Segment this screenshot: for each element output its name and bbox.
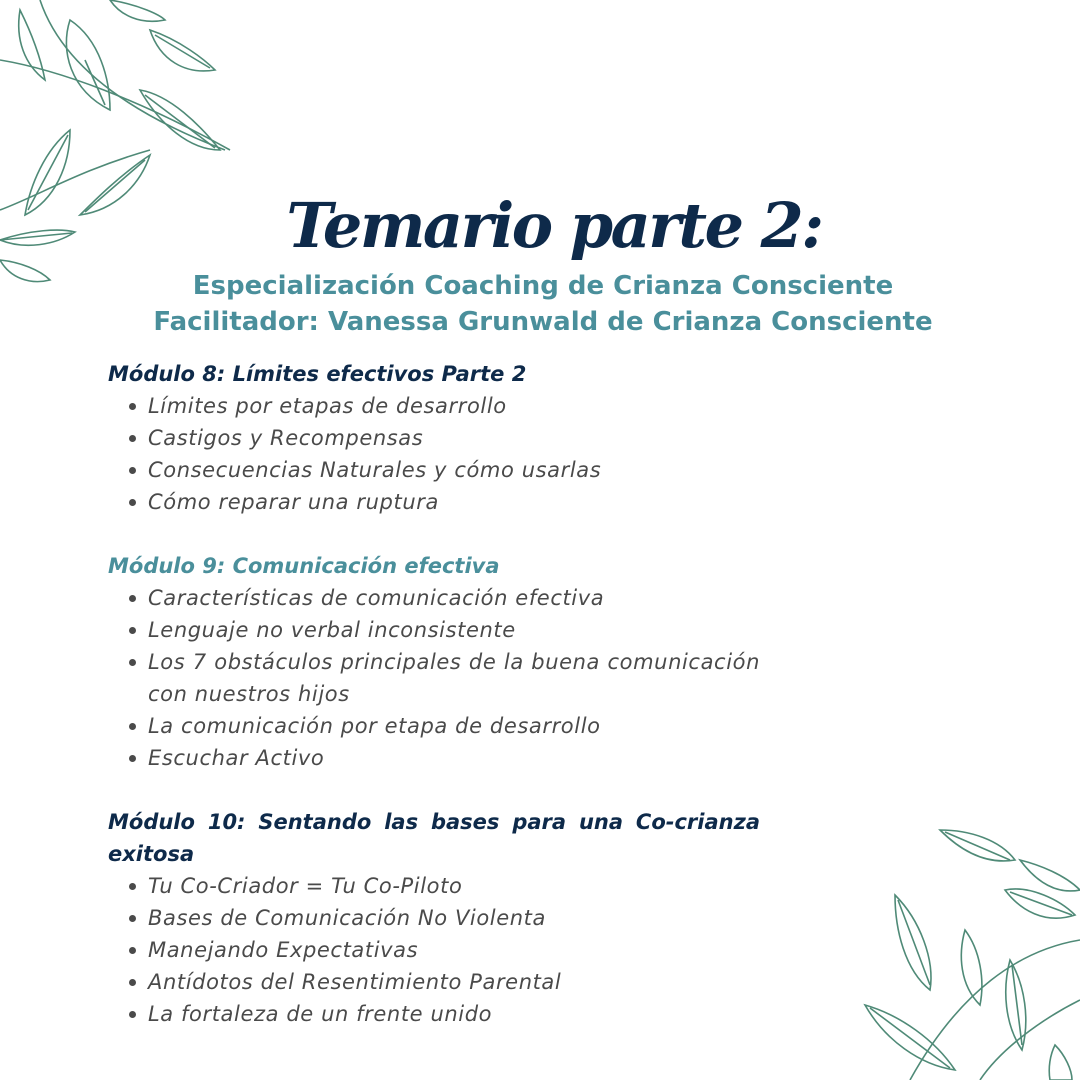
list-item-text: Los 7 obstáculos principales de la buena comunicación con nuestros hijos <box>148 650 760 706</box>
list-item-text: Lenguaje no verbal inconsistente <box>148 618 516 642</box>
bullet-icon <box>129 1011 136 1018</box>
list-item <box>108 710 760 742</box>
list-item <box>108 422 760 454</box>
subtitle-facilitator: Facilitador: Vanessa Grunwald de Crianza Consciente <box>153 307 933 337</box>
list-item-text: Manejando Expectativas <box>148 938 419 962</box>
module-title: Módulo 8: Límites efectivos Parte 2 <box>108 362 527 386</box>
bullet-icon <box>129 947 136 954</box>
list-item <box>108 454 760 486</box>
list-item-text: Consecuencias Naturales y cómo usarlas <box>148 458 602 482</box>
list-item-text: Antídotos del Resentimiento Parental <box>148 970 562 994</box>
list-item-text: Bases de Comunicación No Violenta <box>148 906 546 930</box>
module-8 <box>108 358 760 518</box>
list-item <box>108 614 760 646</box>
module-title: Módulo 10: Sentando las bases para una Co-crianza exitosa <box>108 810 760 866</box>
list-item <box>108 742 760 774</box>
bullet-icon <box>129 595 136 602</box>
list-item <box>108 582 760 614</box>
bullet-icon <box>129 435 136 442</box>
leaf-branch-icon <box>850 820 1080 1080</box>
list-item <box>108 902 760 934</box>
list-item <box>108 870 760 902</box>
list-item <box>108 486 760 518</box>
list-item <box>108 646 760 710</box>
module-items <box>108 390 760 518</box>
list-item-text: La fortaleza de un frente unido <box>148 1002 493 1026</box>
module-9 <box>108 550 760 774</box>
bullet-icon <box>129 403 136 410</box>
list-item <box>108 934 760 966</box>
list-item-text: Escuchar Activo <box>148 746 325 770</box>
list-item <box>108 998 760 1030</box>
bullet-icon <box>129 467 136 474</box>
module-list <box>108 358 760 1062</box>
list-item-text: Límites por etapas de desarrollo <box>148 394 507 418</box>
bullet-icon <box>129 883 136 890</box>
module-items <box>108 870 760 1030</box>
subtitle-program: Especialización Coaching de Crianza Consciente <box>192 271 894 301</box>
list-item <box>108 390 760 422</box>
list-item <box>108 966 760 998</box>
module-10 <box>108 806 760 1030</box>
list-item-text: Castigos y Recompensas <box>148 426 424 450</box>
page-title: Temario parte 2: <box>286 189 822 262</box>
bullet-icon <box>129 659 136 666</box>
bullet-icon <box>129 499 136 506</box>
list-item-text: Cómo reparar una ruptura <box>148 490 439 514</box>
list-item-text: Tu Co-Criador = Tu Co-Piloto <box>148 874 463 898</box>
list-item-text: Características de comunicación efectiva <box>148 586 605 610</box>
bullet-icon <box>129 979 136 986</box>
bullet-icon <box>129 627 136 634</box>
bullet-icon <box>129 723 136 730</box>
module-title: Módulo 9: Comunicación efectiva <box>108 554 500 578</box>
bullet-icon <box>129 915 136 922</box>
bullet-icon <box>129 755 136 762</box>
module-items <box>108 582 760 774</box>
list-item-text: La comunicación por etapa de desarrollo <box>148 714 601 738</box>
